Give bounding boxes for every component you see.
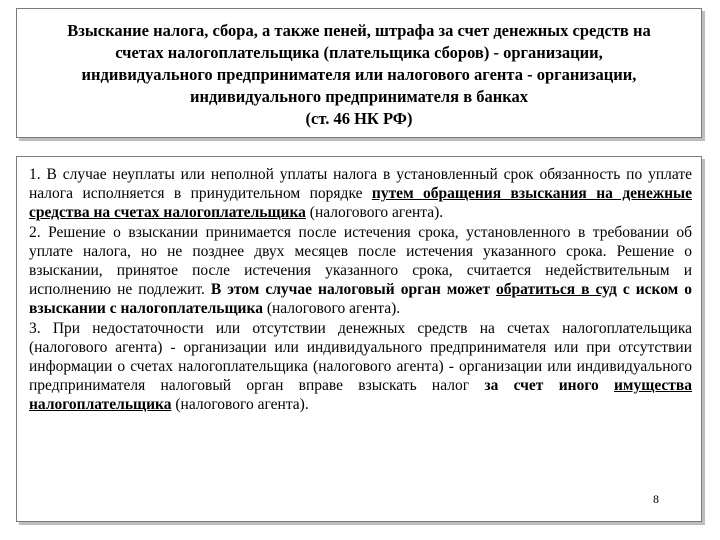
p3-bold-underline: имущества налогоплательщика	[29, 377, 693, 414]
paragraph-1	[29, 165, 692, 223]
paragraph-3	[29, 319, 692, 415]
p3-text: 3. При недостаточности или отсутствии денежных средств на счетах налогоплательщика (налогового агента) - организации или индивидуального предпринимателя или при отсутствии информации о счетах налогоплательщика (налогового агента) - организации или индивидуального предпринимателя налоговый орган вправе взыскать налог	[29, 319, 692, 395]
title-line-4: индивидуального предпринимателя в банках	[189, 87, 529, 106]
title-line-1: Взыскание налога, сбора, а также пеней, штрафа за счет денежных средств на	[67, 21, 651, 40]
p2-tail: (налогового агента).	[262, 300, 401, 318]
body-box	[16, 156, 702, 522]
title-line-3: индивидуального предпринимателя или налогового агента - организации,	[81, 65, 637, 84]
p2-bold-2: с иском о взыскании с налогоплательщика	[29, 281, 692, 318]
p1-text: 1. В случае неуплаты или неполной уплаты налога в установленный срок обязанность по уплате налога исполняется в принудительном порядке	[29, 166, 692, 203]
title-line-2: счетах налогоплательщика (плательщика сборов) - организации,	[115, 43, 603, 62]
p2-bold-underline: обратиться в суд	[496, 281, 617, 299]
page-number: 8	[653, 491, 659, 506]
p1-tail: (налогового агента).	[305, 204, 444, 222]
paragraph-2	[29, 223, 692, 319]
title-line-5: (ст. 46 НК РФ)	[305, 109, 413, 128]
p2-bold: В этом случае налоговый орган может	[210, 281, 497, 299]
p2-text: 2. Решение о взыскании принимается после истечения срока, установленного в требовании об уплате налога, но не позднее двух месяцев после истечения указанного срока. Решение о взыскании, принятое после истечения указанного срока, считается недействительным и исполнению не подлежит.	[29, 223, 692, 299]
title-box	[16, 8, 702, 138]
p1-emphasis: путем обращения взыскания на денежные средства на счетах налогоплательщика	[29, 185, 692, 222]
p3-bold: за счет иного	[484, 377, 614, 395]
p3-tail: (налогового агента).	[171, 396, 309, 414]
